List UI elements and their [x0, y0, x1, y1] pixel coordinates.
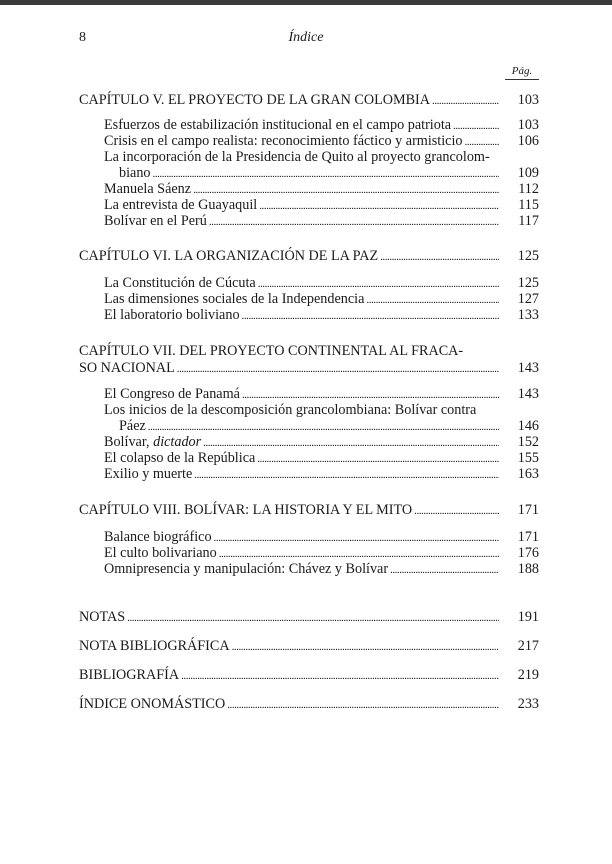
- entry-page: 103: [517, 117, 539, 133]
- leader-dots: [177, 361, 499, 377]
- entry-page: 133: [517, 307, 539, 323]
- leader-dots: [380, 249, 499, 265]
- chapter-7-title-line1[interactable]: CAPÍTULO VII. DEL PROYECTO CONTINENTAL AL FRACA-: [79, 343, 464, 359]
- toc-entry[interactable]: Crisis en el campo realista: reconocimiento fáctico y armisticio . . .: [104, 133, 499, 149]
- leader-dots: [366, 292, 499, 308]
- back-matter-bibliografia[interactable]: BIBLIOGRAFÍA . . .: [79, 667, 499, 683]
- back-matter-nota-bibliografica[interactable]: NOTA BIBLIOGRÁFICA . . .: [79, 638, 499, 654]
- entry-page: 217: [517, 638, 539, 654]
- entry-page: 191: [517, 609, 539, 625]
- leader-dots: [153, 166, 499, 182]
- entry-page: 143: [517, 386, 539, 402]
- entry-page: 112: [518, 181, 539, 197]
- toc-entry[interactable]: La entrevista de Guayaquil . . .: [104, 197, 499, 213]
- top-border: [0, 0, 612, 5]
- leader-dots: [453, 118, 499, 134]
- leader-dots: [465, 134, 499, 150]
- toc-entry[interactable]: El laboratorio boliviano . . .: [104, 307, 499, 323]
- leader-dots: [127, 610, 499, 626]
- toc-entry[interactable]: Omnipresencia y manipulación: Chávez y Bolívar . . .: [104, 561, 499, 577]
- chapter-7-page: 143: [517, 360, 539, 376]
- toc-entry[interactable]: Bolívar en el Perú . . .: [104, 213, 499, 229]
- toc-entry[interactable]: El culto bolivariano . . .: [104, 545, 499, 561]
- toc-entry[interactable]: El Congreso de Panamá . . .: [104, 386, 499, 402]
- chapter-7-title-line2[interactable]: SO NACIONAL . . .: [79, 360, 499, 376]
- leader-dots: [219, 546, 499, 562]
- leader-dots: [194, 467, 499, 483]
- entry-page: 109: [517, 165, 539, 181]
- toc-entry[interactable]: El colapso de la República . . .: [104, 450, 499, 466]
- leader-dots: [181, 668, 499, 684]
- entry-page: 176: [517, 545, 539, 561]
- leader-dots: [209, 214, 499, 230]
- entry-page: 152: [517, 434, 539, 450]
- entry-page: 127: [517, 291, 539, 307]
- running-title: Índice: [288, 30, 324, 45]
- entry-page: 171: [517, 529, 539, 545]
- toc-entry[interactable]: La Constitución de Cúcuta . . .: [104, 275, 499, 291]
- entry-page: 106: [517, 133, 539, 149]
- leader-dots: [232, 639, 499, 655]
- toc-entry[interactable]: Esfuerzos de estabilización institucional en el campo patriota . . .: [104, 117, 499, 133]
- leader-dots: [259, 198, 499, 214]
- leader-dots: [432, 93, 499, 109]
- entry-page: 188: [517, 561, 539, 577]
- leader-dots: [257, 451, 499, 467]
- chapter-6-title[interactable]: CAPÍTULO VI. LA ORGANIZACIÓN DE LA PAZ . . .: [79, 248, 499, 264]
- entry-page: 155: [517, 450, 539, 466]
- toc-entry[interactable]: Bolívar, dictador . . .: [104, 434, 499, 450]
- chapter-8-page: 171: [517, 502, 539, 518]
- entry-page: 115: [518, 197, 539, 213]
- toc-entry[interactable]: Exilio y muerte . . .: [104, 466, 499, 482]
- entry-page: 146: [517, 418, 539, 434]
- toc-entry-line2[interactable]: Páez . . .: [119, 418, 499, 434]
- leader-dots: [227, 697, 499, 713]
- leader-dots: [242, 308, 499, 324]
- chapter-5-title[interactable]: CAPÍTULO V. EL PROYECTO DE LA GRAN COLOMBIA . . .: [79, 92, 499, 108]
- leader-dots: [148, 419, 499, 435]
- back-matter-notas[interactable]: NOTAS . . .: [79, 609, 499, 625]
- entry-page: 125: [517, 275, 539, 291]
- leader-dots: [258, 276, 499, 292]
- entry-page: 219: [517, 667, 539, 683]
- toc-entry[interactable]: Las dimensiones sociales de la Independencia . . .: [104, 291, 499, 307]
- leader-dots: [414, 503, 499, 519]
- chapter-6-page: 125: [517, 248, 539, 264]
- toc-entry-line1[interactable]: La incorporación de la Presidencia de Quito al proyecto grancolom-: [104, 149, 490, 165]
- leader-dots: [203, 435, 499, 451]
- page-number: 8: [79, 30, 86, 45]
- chapter-8-title[interactable]: CAPÍTULO VIII. BOLÍVAR: LA HISTORIA Y EL MITO . . .: [79, 502, 499, 518]
- toc-entry[interactable]: Balance biográfico . . .: [104, 529, 499, 545]
- toc-entry-line1[interactable]: Los inicios de la descomposición grancolombiana: Bolívar contra: [104, 402, 477, 418]
- leader-dots: [242, 387, 499, 403]
- entry-page: 233: [517, 696, 539, 712]
- leader-dots: [214, 530, 499, 546]
- leader-dots: [390, 562, 499, 578]
- toc-entry[interactable]: Manuela Sáenz . . .: [104, 181, 499, 197]
- toc-entry-line2[interactable]: biano . . .: [119, 165, 499, 181]
- chapter-5-page: 103: [517, 92, 539, 108]
- entry-page: 163: [517, 466, 539, 482]
- back-matter-indice-onomastico[interactable]: ÍNDICE ONOMÁSTICO . . .: [79, 696, 499, 712]
- page-column-label: Pág.: [505, 65, 539, 80]
- entry-page: 117: [518, 213, 539, 229]
- leader-dots: [193, 182, 499, 198]
